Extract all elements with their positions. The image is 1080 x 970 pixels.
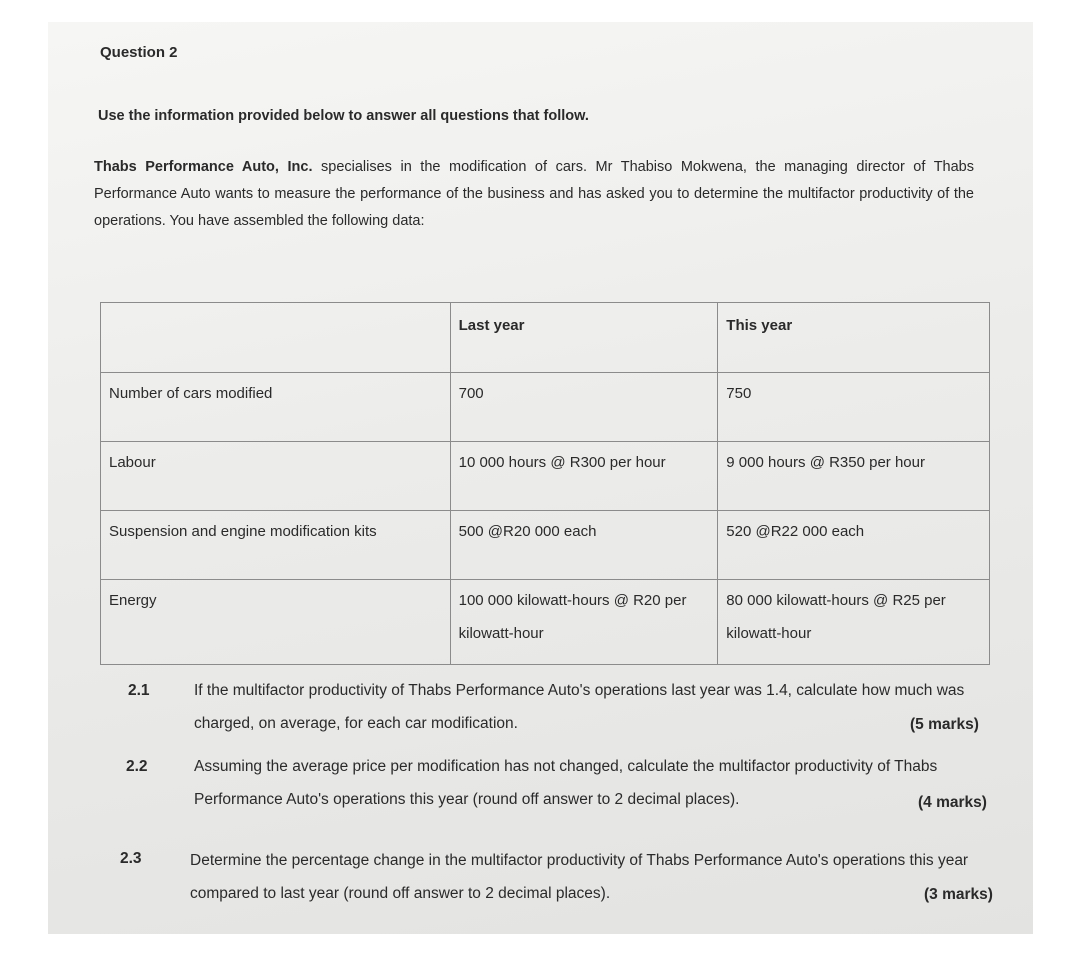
table-header-row — [101, 303, 990, 373]
row-label: Number of cars modified — [101, 373, 451, 442]
question-number: 2.2 — [126, 758, 148, 775]
question-number: 2.3 — [120, 850, 142, 867]
row-label: Suspension and engine modification kits — [101, 511, 451, 580]
row-label: Energy — [101, 580, 451, 665]
header-cell-last-year: Last year — [450, 303, 718, 373]
question-paper — [48, 22, 1033, 934]
last-year-value: 500 @R20 000 each — [450, 511, 718, 580]
table-row — [101, 442, 990, 511]
question-text: If the multifactor productivity of Thabs Performance Auto's operations last year was 1.4, calculate how much was charged, on average, for each car modification. — [194, 682, 965, 732]
last-year-value: 10 000 hours @ R300 per hour — [450, 442, 718, 511]
question-number: 2.1 — [128, 682, 150, 699]
company-name: Thabs Performance Auto, Inc. — [94, 159, 313, 175]
question-marks: (5 marks) — [910, 716, 979, 733]
this-year-value: 9 000 hours @ R350 per hour — [718, 442, 990, 511]
question-title: Question 2 — [100, 44, 178, 61]
header-cell-this-year: This year — [718, 303, 990, 373]
instruction: Use the information provided below to answer all questions that follow. — [98, 108, 589, 124]
row-label: Labour — [101, 442, 451, 511]
question-text: Assuming the average price per modification has not changed, calculate the multifactor productivity of Thabs Performance Auto's operations this year (round off answer to 2 decimal places). — [194, 758, 938, 808]
last-year-value: 700 — [450, 373, 718, 442]
this-year-value: 80 000 kilowatt-hours @ R25 per kilowatt-hour — [718, 580, 990, 665]
question-marks: (4 marks) — [918, 794, 987, 811]
data-table — [100, 302, 990, 665]
table-row — [101, 373, 990, 442]
question-marks: (3 marks) — [924, 886, 993, 903]
intro-text: specialises in the modification of cars. Mr Thabiso Mokwena, the managing director of Thabs Performance Auto wants to measure the performance of the business and has asked you to determine the multifactor productivity of the operations. You have assembled the following data: — [94, 159, 974, 229]
question-text: Determine the percentage change in the multifactor productivity of Thabs Performance Auto's operations this year compared to last year (round off answer to 2 decimal places). — [190, 852, 969, 902]
intro-paragraph — [94, 154, 974, 235]
table-row — [101, 580, 990, 665]
header-cell-empty — [101, 303, 451, 373]
table-row — [101, 511, 990, 580]
this-year-value: 750 — [718, 373, 990, 442]
last-year-value: 100 000 kilowatt-hours @ R20 per kilowatt-hour — [450, 580, 718, 665]
this-year-value: 520 @R22 000 each — [718, 511, 990, 580]
